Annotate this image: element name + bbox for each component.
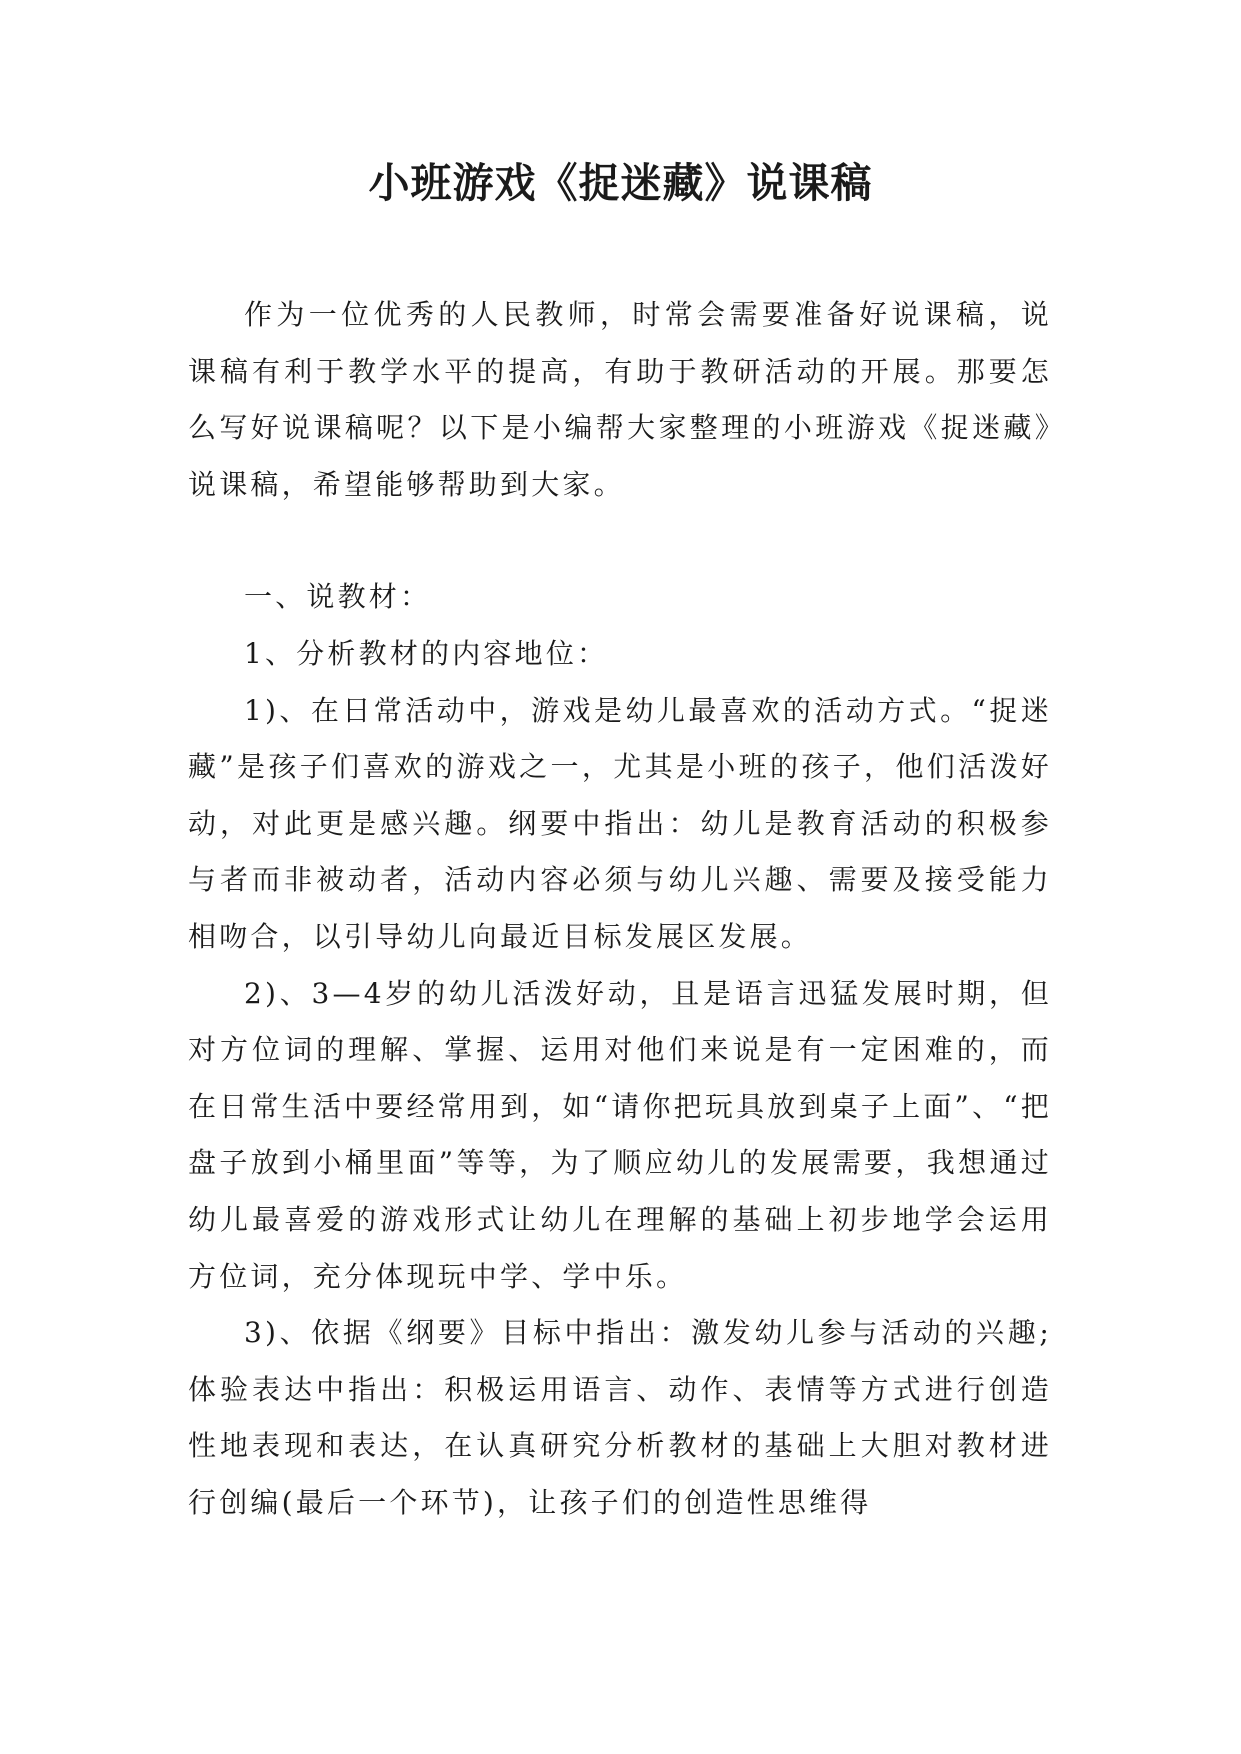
paragraph-point-2: 2)、3—4岁的幼儿活泼好动，且是语言迅猛发展时期，但对方位词的理解、掌握、运用对他们来说是有一定困难的，而在日常生活中要经常用到，如“请你把玩具放到桌子上面”、“把盘子放到小桶里面”等等，为了顺应幼儿的发展需要，我想通过幼儿最喜爱的游戏形式让幼儿在理解的基础上初步地学会运用方位词，充分体现玩中学、学中乐。	[188, 976, 1052, 1293]
paragraph-point-3: 3)、依据《纲要》目标中指出：激发幼儿参与活动的兴趣;体验表达中指出：积极运用语言、动作、表情等方式进行创造性地表现和表达，在认真研究分析教材的基础上大胆对教材进行创编(最后一个环节)，让孩子们的创造性思维得	[188, 1316, 1052, 1519]
subsection-heading-content-position: 1、分析教材的内容地位：	[244, 636, 609, 670]
paragraph-point-1: 1)、在日常活动中，游戏是幼儿最喜欢的活动方式。“捉迷藏”是孩子们喜欢的游戏之一，尤其是小班的孩子，他们活泼好动，对此更是感兴趣。纲要中指出：幼儿是教育活动的积极参与者而非被动者，活动内容必须与幼儿兴趣、需要及接受能力相吻合，以引导幼儿向最近目标发展区发展。	[188, 693, 1052, 953]
section-heading-textbook: 一、说教材：	[244, 580, 432, 614]
document-body	[188, 287, 1052, 1531]
intro-paragraph: 作为一位优秀的人民教师，时常会需要准备好说课稿，说课稿有利于教学水平的提高，有助于教研活动的开展。那要怎么写好说课稿呢？以下是小编帮大家整理的小班游戏《捉迷藏》说课稿，希望能够帮助到大家。	[188, 298, 1052, 501]
document-title: 小班游戏《捉迷藏》说课稿	[368, 159, 873, 207]
